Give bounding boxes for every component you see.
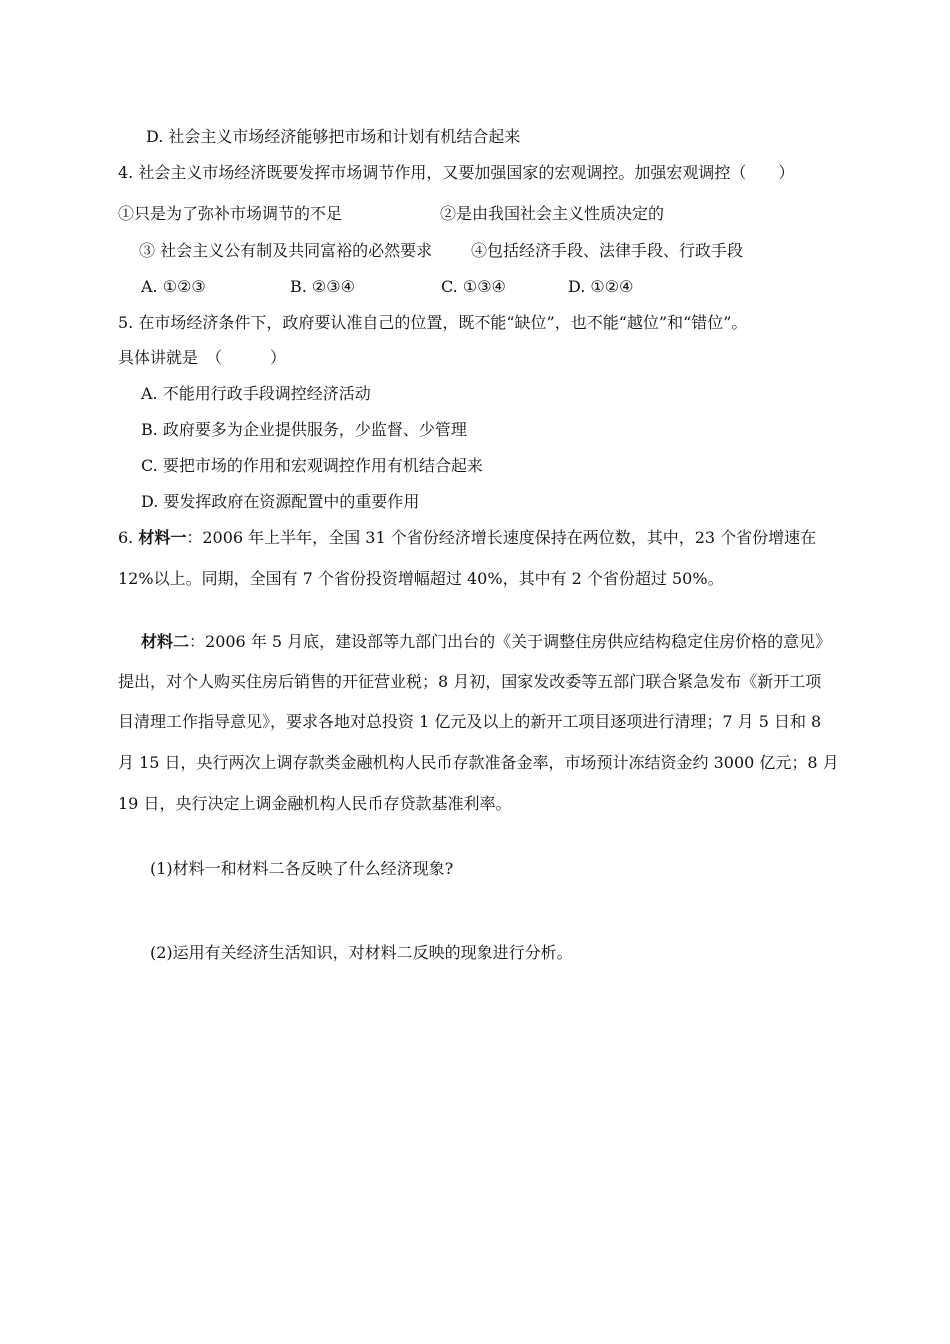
q6-material-1-line-2: 12%以上。同期，全国有 7 个省份投资增幅超过 40%，其中有 2 个省份超过 50%。: [118, 569, 724, 588]
q6-material-2-line-3: 目清理工作指导意见》，要求各地对总投资 1 亿元及以上的新开工项目逐项进行清理；7 月 5 日和 8: [118, 712, 822, 731]
q3-option-d: D. 社会主义市场经济能够把市场和计划有机结合起来: [146, 127, 521, 146]
q6-material-2-line-1: [141, 631, 831, 653]
q5-option-d: D. 要发挥政府在资源配置中的重要作用: [141, 492, 420, 511]
q5-stem-line-2: 具体讲就是 （ ）: [118, 348, 287, 367]
q4-item-1: ①只是为了弥补市场调节的不足: [118, 204, 343, 223]
q6-material-2-line-5: 19 日，央行决定上调金融机构人民币存贷款基准利率。: [118, 794, 512, 813]
q6-number: 6.: [118, 528, 134, 547]
q4-option-b: B. ②③④: [290, 277, 355, 296]
q6-material-2-label: 材料二: [141, 632, 190, 651]
q4-item-2: ②是由我国社会主义性质决定的: [440, 204, 665, 223]
q4-item-3: ③ 社会主义公有制及共同富裕的必然要求: [139, 241, 433, 260]
q6-material-1-line-1: [118, 527, 816, 549]
q4-stem: 4. 社会主义市场经济既要发挥市场调节作用，又要加强国家的宏观调控。加强宏观调控（ ）: [118, 163, 795, 182]
q6-sub-question-1: (1)材料一和材料二各反映了什么经济现象?: [150, 859, 454, 878]
q6-material-2-line-2: 提出，对个人购买住房后销售的开征营业税；8 月初，国家发改委等五部门联合紧急发布《新开工项: [118, 672, 822, 691]
q4-item-4: ④包括经济手段、法律手段、行政手段: [471, 241, 744, 260]
q5-option-c: C. 要把市场的作用和宏观调控作用有机结合起来: [141, 456, 483, 475]
q6-material-2-text-1: ：2006 年 5 月底，建设部等九部门出台的《关于调整住房供应结构稳定住房价格的意见》: [189, 632, 832, 651]
q6-sub-question-2: (2)运用有关经济生活知识，对材料二反映的现象进行分析。: [150, 943, 573, 962]
q5-stem-line-1: 5. 在市场经济条件下，政府要认准自己的位置，既不能“缺位”，也不能“越位”和“错位”。: [118, 313, 748, 332]
q6-material-1-label: 材料一: [138, 528, 187, 547]
q4-option-a: A. ①②③: [141, 277, 206, 296]
q6-material-1-text-1: ：2006 年上半年，全国 31 个省份经济增长速度保持在两位数，其中，23 个省份增速在: [186, 528, 817, 547]
q6-material-2-line-4: 月 15 日，央行两次上调存款类金融机构人民币存款准备金率，市场预计冻结资金约 3000 亿元；8 月: [118, 753, 839, 772]
q5-option-b: B. 政府要多为企业提供服务，少监督、少管理: [141, 420, 467, 439]
q4-option-d: D. ①②④: [568, 277, 634, 296]
q4-option-c: C. ①③④: [441, 277, 506, 296]
q5-option-a: A. 不能用行政手段调控经济活动: [141, 384, 371, 403]
